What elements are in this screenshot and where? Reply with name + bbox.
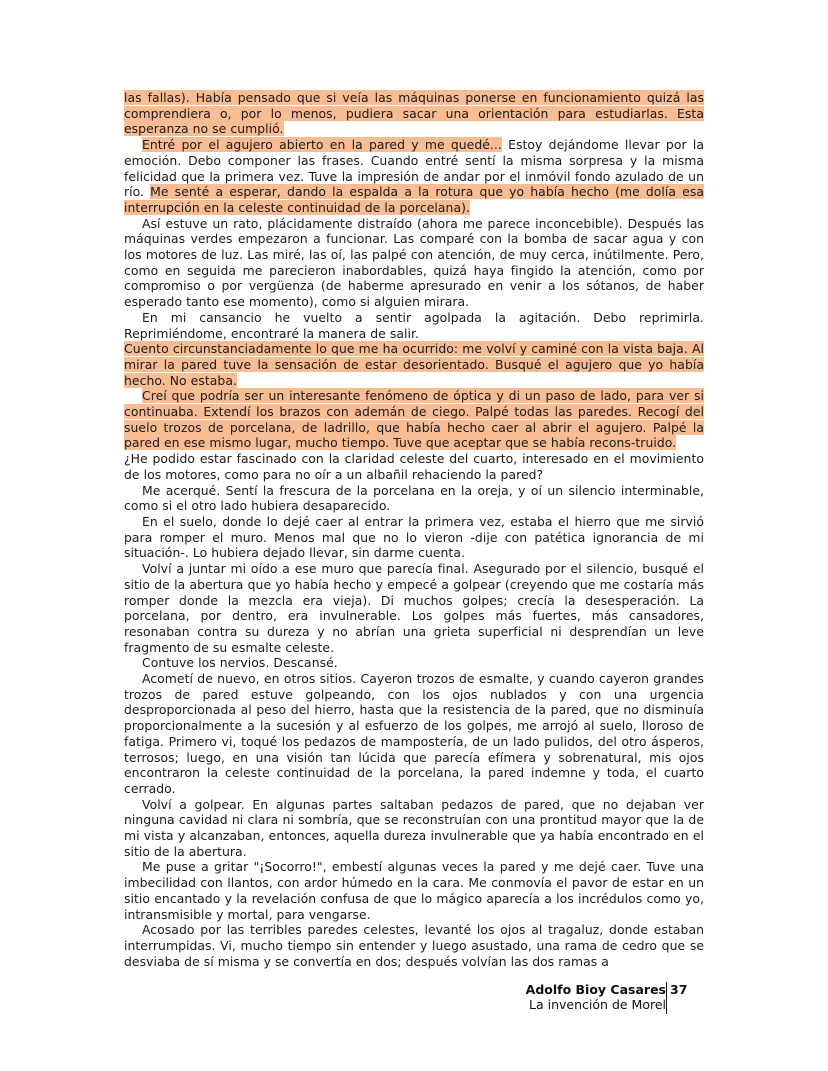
footer-book-title: La invención de Morel [529, 997, 666, 1012]
highlight: Creí que podría ser un interesante fenómeno de óptica y di un paso de lado, para ver si continuaba. Extendí los brazos con ademán de ciego. Palpé todas las paredes. Recogí del suelo trozos de porcelana, de ladrillo, que había hecho caer al abrir el agujero. Palpé la pared en ese mismo lugar, mucho tiempo. Tuve que aceptar que se había recons-truido. [124, 388, 704, 451]
highlight: Entré por el agujero abierto en la pared y me quedé... [142, 137, 502, 153]
paragraph-9: En el suelo, donde lo dejé caer al entrar la primera vez, estaba el hierro que me sirvió para romper el muro. Menos mal que no lo vieron -dije con patética ignorancia de mi situación-. Lo hubiera dejado llevar, sin darme cuenta. [124, 513, 704, 561]
footer-author: Adolfo Bioy Casares [525, 982, 666, 997]
paragraph-7: ¿He podido estar fascinado con la claridad celeste del cuarto, interesado en el movimiento de los motores, como para no oír a un albañil rehaciendo la pared? [124, 451, 704, 482]
paragraph-6 [124, 388, 704, 451]
paragraph-13: Volví a golpear. En algunas partes saltaban pedazos de pared, que no dejaban ver ninguna cavidad ni clara ni sombría, que se reconstruían con una prontitud mayor que la de mi vista y alcanzaban, entonces, aquella dureza invulnerable que ya había encontrado en el sitio de la abertura. [124, 796, 704, 859]
paragraph-2 [124, 137, 704, 216]
paragraph-5 [124, 341, 704, 388]
paragraph-12: Acometí de nuevo, en otros sitios. Cayeron trozos de esmalte, y cuando cayeron grandes trozos de pared estuve golpeando, con los ojos nublados y con una urgencia desproporcionada al peso del hierro, hasta que la resistencia de la pared, que no disminuía proporcionalmente a la sucesión y al esfuerzo de los golpes, me arrojó al suelo, lloroso de fatiga. Primero vi, toqué los pedazos de mampostería, de un lado pulidos, del otro ásperos, terrosos; luego, en una visión tan lúcida que parecía efímera y sobrenatural, mis ojos encontraron la celeste continuidad de la porcelana, la pared indemne y toda, el cuarto cerrado. [124, 671, 704, 796]
paragraph-8: Me acerqué. Sentí la frescura de la porcelana en la oreja, y oí un silencio interminable, como si el otro lado hubiera desaparecido. [124, 482, 704, 514]
paragraph-15: Acosado por las terribles paredes celestes, levanté los ojos al tragaluz, donde estaban interrumpidas. Vi, mucho tiempo sin entender y luego asustado, una rama de cedro que se desviaba de sí misma y se convertía en dos; después volvían las dos ramas a [124, 922, 704, 969]
text-run: Estoy dejándome llevar por la emoción. Debo componer las frases. Cuando entré sentí la misma sorpresa y la misma felicidad que la primera vez. Tuve la impresión de andar por el inmóvil fondo azulado de un río. [124, 137, 704, 200]
paragraph-4: En mi cansancio he vuelto a sentir agolpada la agitación. Debo reprimirla. Reprimiéndome, encontraré la manera de salir. [124, 309, 704, 341]
paragraph-1 [124, 90, 704, 137]
paragraph-3: Así estuve un rato, plácidamente distraído (ahora me parece inconcebible). Después las máquinas verdes empezaron a funcionar. Las comparé con la bomba de sacar agua y con los motores de luz. Las miré, las oí, las palpé con atención, de muy cerca, inútilmente. Pero, como en seguida me parecieron inabordables, quizá haya fingido la atención, como por compromiso o por vergüenza (de haberme apresurado en venir a los sótanos, de haber esperado tanto ese momento), como si alguien mirara. [124, 215, 704, 310]
paragraph-10: Volví a juntar mi oído a ese muro que parecía final. Asegurado por el silencio, busqué el sitio de la abertura que yo había hecho y empecé a golpear (creyendo que me costaría más romper donde la mezcla era vieja). Di muchos golpes; crecía la desesperación. La porcelana, por dentro, era invulnerable. Los golpes más fuertes, más cansadores, resonaban contra su dureza y no abrían una grieta superficial ni desprendían un leve fragmento de su esmalte celeste. [124, 561, 704, 655]
highlight: Cuento circunstanciadamente lo que me ha ocurrido: me volví y caminé con la vista baja. Al mirar la pared tuve la sensación de estar desorientado. Busqué el agujero que yo había hecho. No estaba. [124, 341, 704, 388]
highlight: Me senté a esperar, dando la espalda a la rotura que yo había hecho (me dolía esa interrupción en la celeste continuidad de la porcelana). [124, 184, 704, 215]
page-footer [470, 982, 688, 1012]
highlight: las fallas). Había pensado que si veía las máquinas ponerse en funcionamiento quizá las comprendiera o, por lo menos, pudiera sacar una orientación para estudiarlas. Esta esperanza no se cumplió. [124, 90, 704, 137]
paragraph-14: Me puse a gritar "¡Socorro!", embestí algunas veces la pared y me dejé caer. Tuve una imbecilidad con llantos, con ardor húmedo en la cara. Me conmovía el pavor de estar en un sitio encantado y la revelación confusa de que lo mágico aparecía a los incrédulos como yo, intransmisible y mortal, para vengarse. [124, 859, 704, 922]
paragraph-11: Contuve los nervios. Descansé. [142, 655, 338, 671]
page-number: 37 [670, 982, 688, 997]
page-body [124, 90, 704, 969]
footer-divider [666, 982, 667, 1014]
